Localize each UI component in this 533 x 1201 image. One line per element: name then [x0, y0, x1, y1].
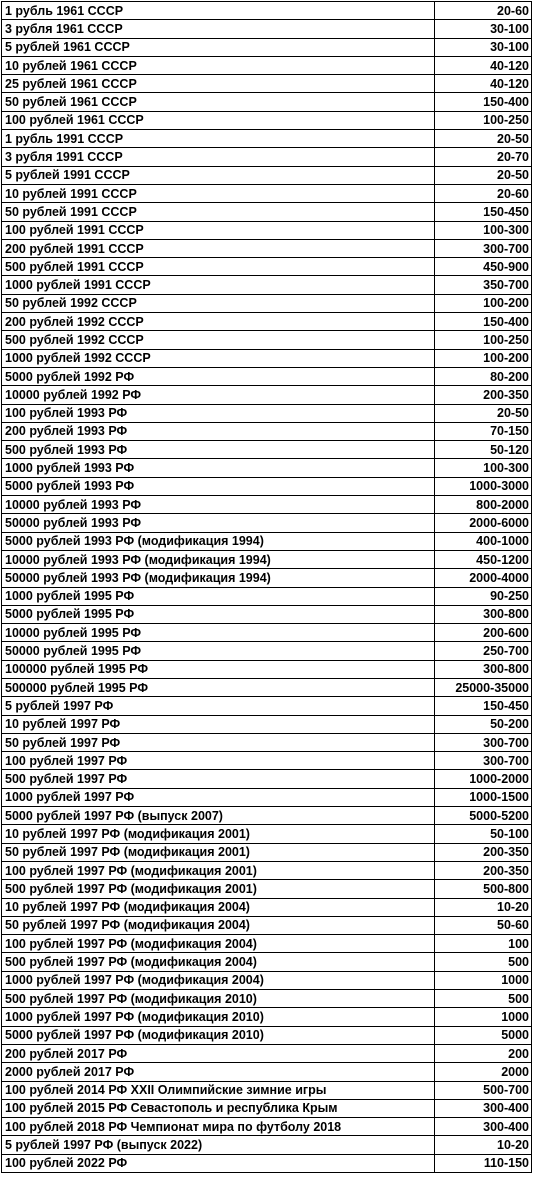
banknote-name-cell: 2000 рублей 2017 РФ: [2, 1063, 435, 1081]
price-range-cell: 70-150: [435, 422, 532, 440]
price-range-cell: 300-400: [435, 1099, 532, 1117]
banknote-name-cell: 10 рублей 1997 РФ (модификация 2004): [2, 898, 435, 916]
table-row: [2, 367, 532, 385]
price-range-cell: 20-50: [435, 404, 532, 422]
table-row: [2, 642, 532, 660]
banknote-name-cell: 100 рублей 1961 СССР: [2, 111, 435, 129]
banknote-name-cell: 10 рублей 1997 РФ: [2, 715, 435, 733]
banknote-name-cell: 50 рублей 1997 РФ (модификация 2004): [2, 916, 435, 934]
table-row: [2, 1099, 532, 1117]
banknote-name-cell: 10000 рублей 1993 РФ (модификация 1994): [2, 550, 435, 568]
table-row: [2, 660, 532, 678]
table-row: [2, 788, 532, 806]
table-row: [2, 459, 532, 477]
price-range-cell: 50-60: [435, 916, 532, 934]
banknote-name-cell: 10000 рублей 1993 РФ: [2, 496, 435, 514]
table-row: [2, 166, 532, 184]
banknote-name-cell: 5000 рублей 1993 РФ: [2, 477, 435, 495]
price-range-cell: 100-300: [435, 221, 532, 239]
banknote-name-cell: 5 рублей 1961 СССР: [2, 38, 435, 56]
table-row: [2, 20, 532, 38]
price-range-cell: 30-100: [435, 38, 532, 56]
table-row: [2, 1154, 532, 1172]
price-range-cell: 500-800: [435, 880, 532, 898]
banknote-name-cell: 50000 рублей 1993 РФ: [2, 514, 435, 532]
price-range-cell: 450-1200: [435, 550, 532, 568]
banknote-name-cell: 500 рублей 1992 СССР: [2, 331, 435, 349]
price-range-cell: 20-50: [435, 130, 532, 148]
table-row: [2, 953, 532, 971]
table-row: [2, 1081, 532, 1099]
banknote-name-cell: 500 рублей 1997 РФ: [2, 770, 435, 788]
banknote-name-cell: 50000 рублей 1995 РФ: [2, 642, 435, 660]
table-row: [2, 1008, 532, 1026]
banknote-name-cell: 100 рублей 2022 РФ: [2, 1154, 435, 1172]
banknote-name-cell: 10 рублей 1961 СССР: [2, 56, 435, 74]
table-row: [2, 1063, 532, 1081]
table-row: [2, 752, 532, 770]
price-range-cell: 200-350: [435, 843, 532, 861]
table-row: [2, 1136, 532, 1154]
table-body: [2, 2, 532, 1173]
banknote-name-cell: 50000 рублей 1993 РФ (модификация 1994): [2, 569, 435, 587]
price-range-cell: 500: [435, 990, 532, 1008]
table-row: [2, 38, 532, 56]
table-row: [2, 349, 532, 367]
price-range-cell: 150-400: [435, 93, 532, 111]
banknote-name-cell: 500 рублей 1997 РФ (модификация 2010): [2, 990, 435, 1008]
price-range-cell: 40-120: [435, 56, 532, 74]
banknote-name-cell: 5000 рублей 1992 РФ: [2, 367, 435, 385]
table-row: [2, 386, 532, 404]
banknote-name-cell: 3 рубля 1991 СССР: [2, 148, 435, 166]
price-range-cell: 1000-1500: [435, 788, 532, 806]
table-row: [2, 807, 532, 825]
price-range-cell: 90-250: [435, 587, 532, 605]
table-row: [2, 203, 532, 221]
table-row: [2, 111, 532, 129]
price-range-cell: 100-250: [435, 331, 532, 349]
price-range-cell: 2000-4000: [435, 569, 532, 587]
price-range-cell: 400-1000: [435, 532, 532, 550]
table-row: [2, 258, 532, 276]
price-range-cell: 1000: [435, 1008, 532, 1026]
banknote-name-cell: 10 рублей 1997 РФ (модификация 2001): [2, 825, 435, 843]
banknote-name-cell: 5 рублей 1991 СССР: [2, 166, 435, 184]
table-row: [2, 733, 532, 751]
banknote-name-cell: 500000 рублей 1995 РФ: [2, 678, 435, 696]
table-row: [2, 770, 532, 788]
banknote-name-cell: 500 рублей 1993 РФ: [2, 441, 435, 459]
price-range-cell: 1000-2000: [435, 770, 532, 788]
table-row: [2, 843, 532, 861]
price-range-cell: 10-20: [435, 898, 532, 916]
banknote-name-cell: 10000 рублей 1992 РФ: [2, 386, 435, 404]
price-range-cell: 20-70: [435, 148, 532, 166]
table-row: [2, 514, 532, 532]
price-range-cell: 5000-5200: [435, 807, 532, 825]
price-range-cell: 200-600: [435, 624, 532, 642]
table-row: [2, 916, 532, 934]
banknote-name-cell: 1000 рублей 1995 РФ: [2, 587, 435, 605]
banknote-name-cell: 50 рублей 1961 СССР: [2, 93, 435, 111]
table-row: [2, 276, 532, 294]
banknote-name-cell: 5 рублей 1997 РФ (выпуск 2022): [2, 1136, 435, 1154]
table-row: [2, 935, 532, 953]
table-row: [2, 880, 532, 898]
table-row: [2, 404, 532, 422]
price-range-cell: 500-700: [435, 1081, 532, 1099]
price-range-cell: 20-50: [435, 166, 532, 184]
banknote-name-cell: 1000 рублей 1997 РФ (модификация 2010): [2, 1008, 435, 1026]
banknote-name-cell: 5000 рублей 1995 РФ: [2, 605, 435, 623]
table-row: [2, 697, 532, 715]
banknote-name-cell: 100 рублей 2018 РФ Чемпионат мира по футболу 2018: [2, 1118, 435, 1136]
price-range-cell: 50-120: [435, 441, 532, 459]
banknote-name-cell: 1000 рублей 1992 СССР: [2, 349, 435, 367]
banknote-name-cell: 100 рублей 1993 РФ: [2, 404, 435, 422]
table-row: [2, 148, 532, 166]
price-range-cell: 450-900: [435, 258, 532, 276]
table-row: [2, 184, 532, 202]
table-row: [2, 221, 532, 239]
banknote-name-cell: 10 рублей 1991 СССР: [2, 184, 435, 202]
table-row: [2, 56, 532, 74]
price-range-cell: 50-200: [435, 715, 532, 733]
table-row: [2, 605, 532, 623]
price-range-cell: 80-200: [435, 367, 532, 385]
price-range-cell: 300-800: [435, 605, 532, 623]
banknote-name-cell: 1 рубль 1961 СССР: [2, 2, 435, 20]
price-range-cell: 300-700: [435, 733, 532, 751]
price-range-cell: 30-100: [435, 20, 532, 38]
price-range-cell: 200-350: [435, 386, 532, 404]
banknote-name-cell: 200 рублей 1993 РФ: [2, 422, 435, 440]
table-row: [2, 587, 532, 605]
banknote-price-table: [1, 1, 532, 1173]
price-range-cell: 300-700: [435, 752, 532, 770]
price-range-cell: 5000: [435, 1026, 532, 1044]
price-range-cell: 300-700: [435, 239, 532, 257]
table-row: [2, 294, 532, 312]
banknote-name-cell: 1000 рублей 1997 РФ: [2, 788, 435, 806]
banknote-name-cell: 200 рублей 1992 СССР: [2, 313, 435, 331]
price-range-cell: 2000-6000: [435, 514, 532, 532]
table-row: [2, 441, 532, 459]
table-row: [2, 971, 532, 989]
table-row: [2, 93, 532, 111]
price-range-cell: 1000: [435, 971, 532, 989]
table-row: [2, 130, 532, 148]
table-row: [2, 550, 532, 568]
banknote-name-cell: 50 рублей 1997 РФ: [2, 733, 435, 751]
banknote-name-cell: 1000 рублей 1997 РФ (модификация 2004): [2, 971, 435, 989]
table-row: [2, 1044, 532, 1062]
price-range-cell: 10-20: [435, 1136, 532, 1154]
table-row: [2, 2, 532, 20]
banknote-name-cell: 1000 рублей 1991 СССР: [2, 276, 435, 294]
banknote-name-cell: 50 рублей 1992 СССР: [2, 294, 435, 312]
banknote-name-cell: 500 рублей 1991 СССР: [2, 258, 435, 276]
banknote-name-cell: 100 рублей 2014 РФ XXII Олимпийские зимние игры: [2, 1081, 435, 1099]
price-range-cell: 200: [435, 1044, 532, 1062]
table-row: [2, 569, 532, 587]
price-range-cell: 100-200: [435, 349, 532, 367]
price-range-cell: 20-60: [435, 184, 532, 202]
banknote-name-cell: 200 рублей 1991 СССР: [2, 239, 435, 257]
price-range-cell: 100-250: [435, 111, 532, 129]
table-row: [2, 898, 532, 916]
banknote-name-cell: 5000 рублей 1997 РФ (выпуск 2007): [2, 807, 435, 825]
table-row: [2, 825, 532, 843]
table-row: [2, 496, 532, 514]
banknote-name-cell: 100000 рублей 1995 РФ: [2, 660, 435, 678]
banknote-name-cell: 500 рублей 1997 РФ (модификация 2001): [2, 880, 435, 898]
table-row: [2, 532, 532, 550]
table-row: [2, 75, 532, 93]
price-range-cell: 40-120: [435, 75, 532, 93]
price-range-cell: 350-700: [435, 276, 532, 294]
banknote-name-cell: 10000 рублей 1995 РФ: [2, 624, 435, 642]
banknote-name-cell: 50 рублей 1991 СССР: [2, 203, 435, 221]
banknote-name-cell: 5 рублей 1997 РФ: [2, 697, 435, 715]
banknote-name-cell: 100 рублей 1997 РФ (модификация 2004): [2, 935, 435, 953]
price-range-cell: 20-60: [435, 2, 532, 20]
price-range-cell: 500: [435, 953, 532, 971]
table-row: [2, 715, 532, 733]
banknote-name-cell: 100 рублей 2015 РФ Севастополь и республика Крым: [2, 1099, 435, 1117]
price-range-cell: 150-450: [435, 697, 532, 715]
price-range-cell: 100-300: [435, 459, 532, 477]
banknote-name-cell: 3 рубля 1961 СССР: [2, 20, 435, 38]
table-row: [2, 1026, 532, 1044]
price-range-cell: 200-350: [435, 861, 532, 879]
price-range-cell: 800-2000: [435, 496, 532, 514]
table-row: [2, 331, 532, 349]
table-row: [2, 861, 532, 879]
price-range-cell: 1000-3000: [435, 477, 532, 495]
table-row: [2, 678, 532, 696]
price-range-cell: 25000-35000: [435, 678, 532, 696]
banknote-name-cell: 500 рублей 1997 РФ (модификация 2004): [2, 953, 435, 971]
table-row: [2, 422, 532, 440]
price-range-cell: 150-400: [435, 313, 532, 331]
banknote-name-cell: 100 рублей 1991 СССР: [2, 221, 435, 239]
price-range-cell: 250-700: [435, 642, 532, 660]
table-row: [2, 624, 532, 642]
banknote-name-cell: 5000 рублей 1997 РФ (модификация 2010): [2, 1026, 435, 1044]
price-range-cell: 100: [435, 935, 532, 953]
banknote-name-cell: 1000 рублей 1993 РФ: [2, 459, 435, 477]
price-range-cell: 300-800: [435, 660, 532, 678]
table-row: [2, 1118, 532, 1136]
price-range-cell: 100-200: [435, 294, 532, 312]
banknote-name-cell: 1 рубль 1991 СССР: [2, 130, 435, 148]
price-range-cell: 150-450: [435, 203, 532, 221]
banknote-name-cell: 50 рублей 1997 РФ (модификация 2001): [2, 843, 435, 861]
banknote-name-cell: 100 рублей 1997 РФ (модификация 2001): [2, 861, 435, 879]
price-range-cell: 300-400: [435, 1118, 532, 1136]
banknote-name-cell: 200 рублей 2017 РФ: [2, 1044, 435, 1062]
table-row: [2, 239, 532, 257]
price-range-cell: 110-150: [435, 1154, 532, 1172]
banknote-name-cell: 5000 рублей 1993 РФ (модификация 1994): [2, 532, 435, 550]
table-row: [2, 990, 532, 1008]
price-range-cell: 2000: [435, 1063, 532, 1081]
banknote-name-cell: 100 рублей 1997 РФ: [2, 752, 435, 770]
table-row: [2, 313, 532, 331]
table-row: [2, 477, 532, 495]
banknote-name-cell: 25 рублей 1961 СССР: [2, 75, 435, 93]
price-range-cell: 50-100: [435, 825, 532, 843]
